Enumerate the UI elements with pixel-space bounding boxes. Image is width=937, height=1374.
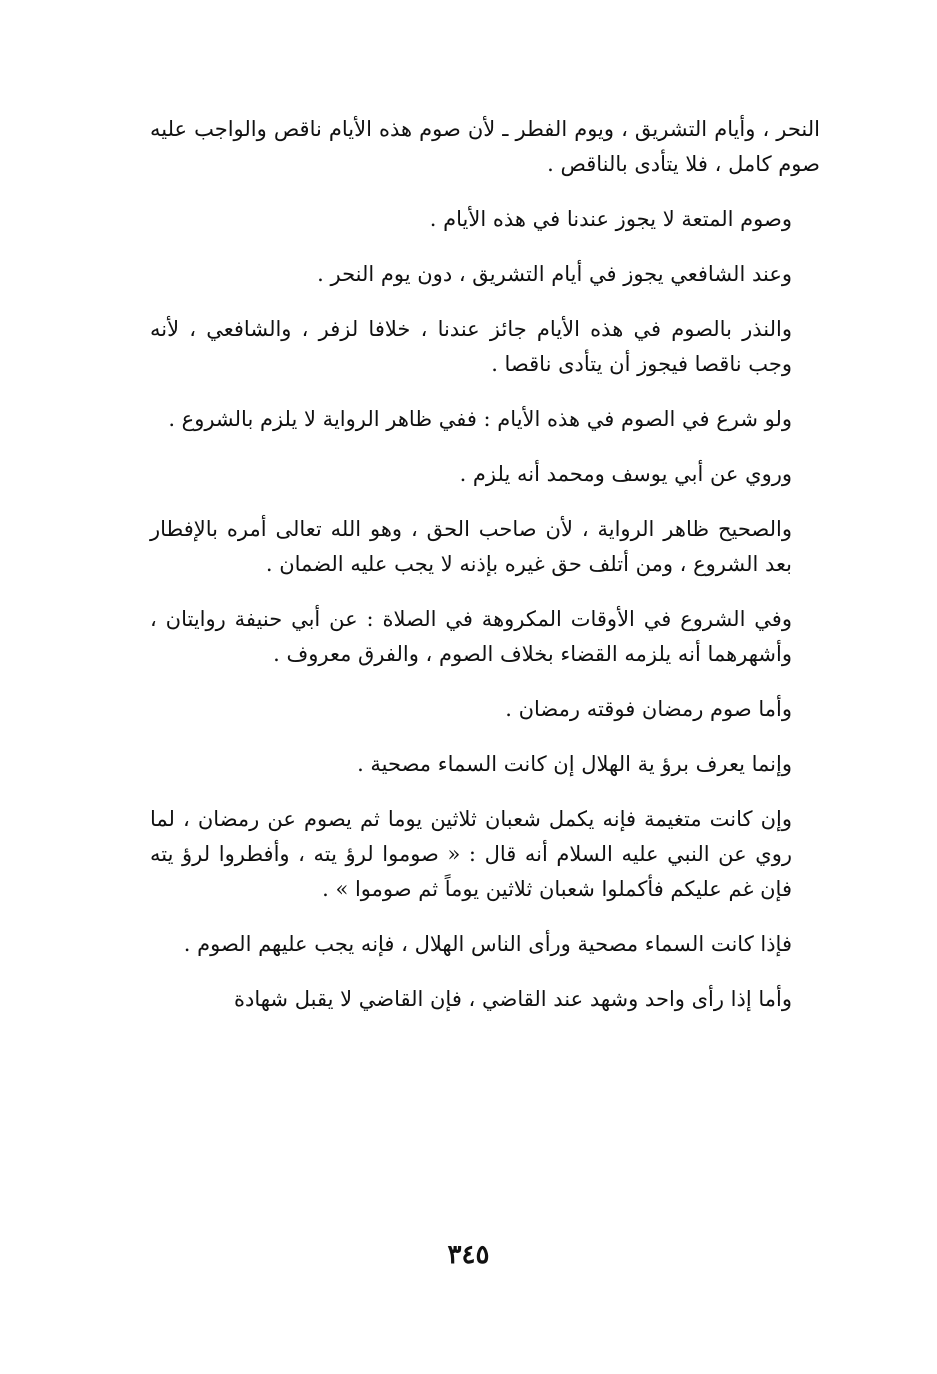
paragraph: النحر ، وأيام التشريق ، ويوم الفطر ـ لأن صوم هذه الأيام ناقص والواجب عليه صوم كامل ، فلا يتأدى بالناقص .	[150, 117, 820, 176]
paragraph: وروي عن أبي يوسف ومحمد أنه يلزم .	[459, 462, 792, 486]
paragraph: وأما إذا رأى واحد وشهد عند القاضي ، فإن القاضي لا يقبل شهادة	[234, 987, 792, 1011]
paragraph: وعند الشافعي يجوز في أيام التشريق ، دون يوم النحر .	[317, 262, 792, 286]
page-number: ٣٤٥	[447, 1240, 490, 1270]
paragraph: ولو شرع في الصوم في هذه الأيام : ففي ظاهر الرواية لا يلزم بالشروع .	[168, 407, 792, 431]
paragraph: وفي الشروع في الأوقات المكروهة في الصلاة : عن أبي حنيفة روايتان ، وأشهرهما أنه يلزمه القضاء بخلاف الصوم ، والفرق معروف .	[150, 607, 792, 666]
page-body	[150, 112, 820, 1037]
paragraph: والصحيح ظاهر الرواية ، لأن صاحب الحق ، وهو الله تعالى أمره بالإفطار بعد الشروع ، ومن أتلف حق غيره بإذنه لا يجب عليه الضمان .	[150, 517, 792, 576]
paragraph: وأما صوم رمضان فوقته رمضان .	[505, 697, 792, 721]
paragraph: وصوم المتعة لا يجوز عندنا في هذه الأيام .	[429, 207, 792, 231]
paragraph: فإذا كانت السماء مصحية ورأى الناس الهلال ، فإنه يجب عليهم الصوم .	[183, 932, 792, 956]
paragraph: والنذر بالصوم في هذه الأيام جائز عندنا ، خلافا لزفر ، والشافعي ، لأنه وجب ناقصا فيجوز أن يتأدى ناقصا .	[150, 317, 792, 376]
paragraph: وإنما يعرف برؤ ية الهلال إن كانت السماء مصحية .	[357, 752, 792, 776]
paragraph: وإن كانت متغيمة فإنه يكمل شعبان ثلاثين يوما ثم يصوم عن رمضان ، لما روي عن النبي عليه السلام أنه قال : « صوموا لرؤ يته ، وأفطروا لرؤ يته فإن غم عليكم فأكملوا شعبان ثلاثين يوماً ثم صوموا » .	[150, 807, 792, 901]
